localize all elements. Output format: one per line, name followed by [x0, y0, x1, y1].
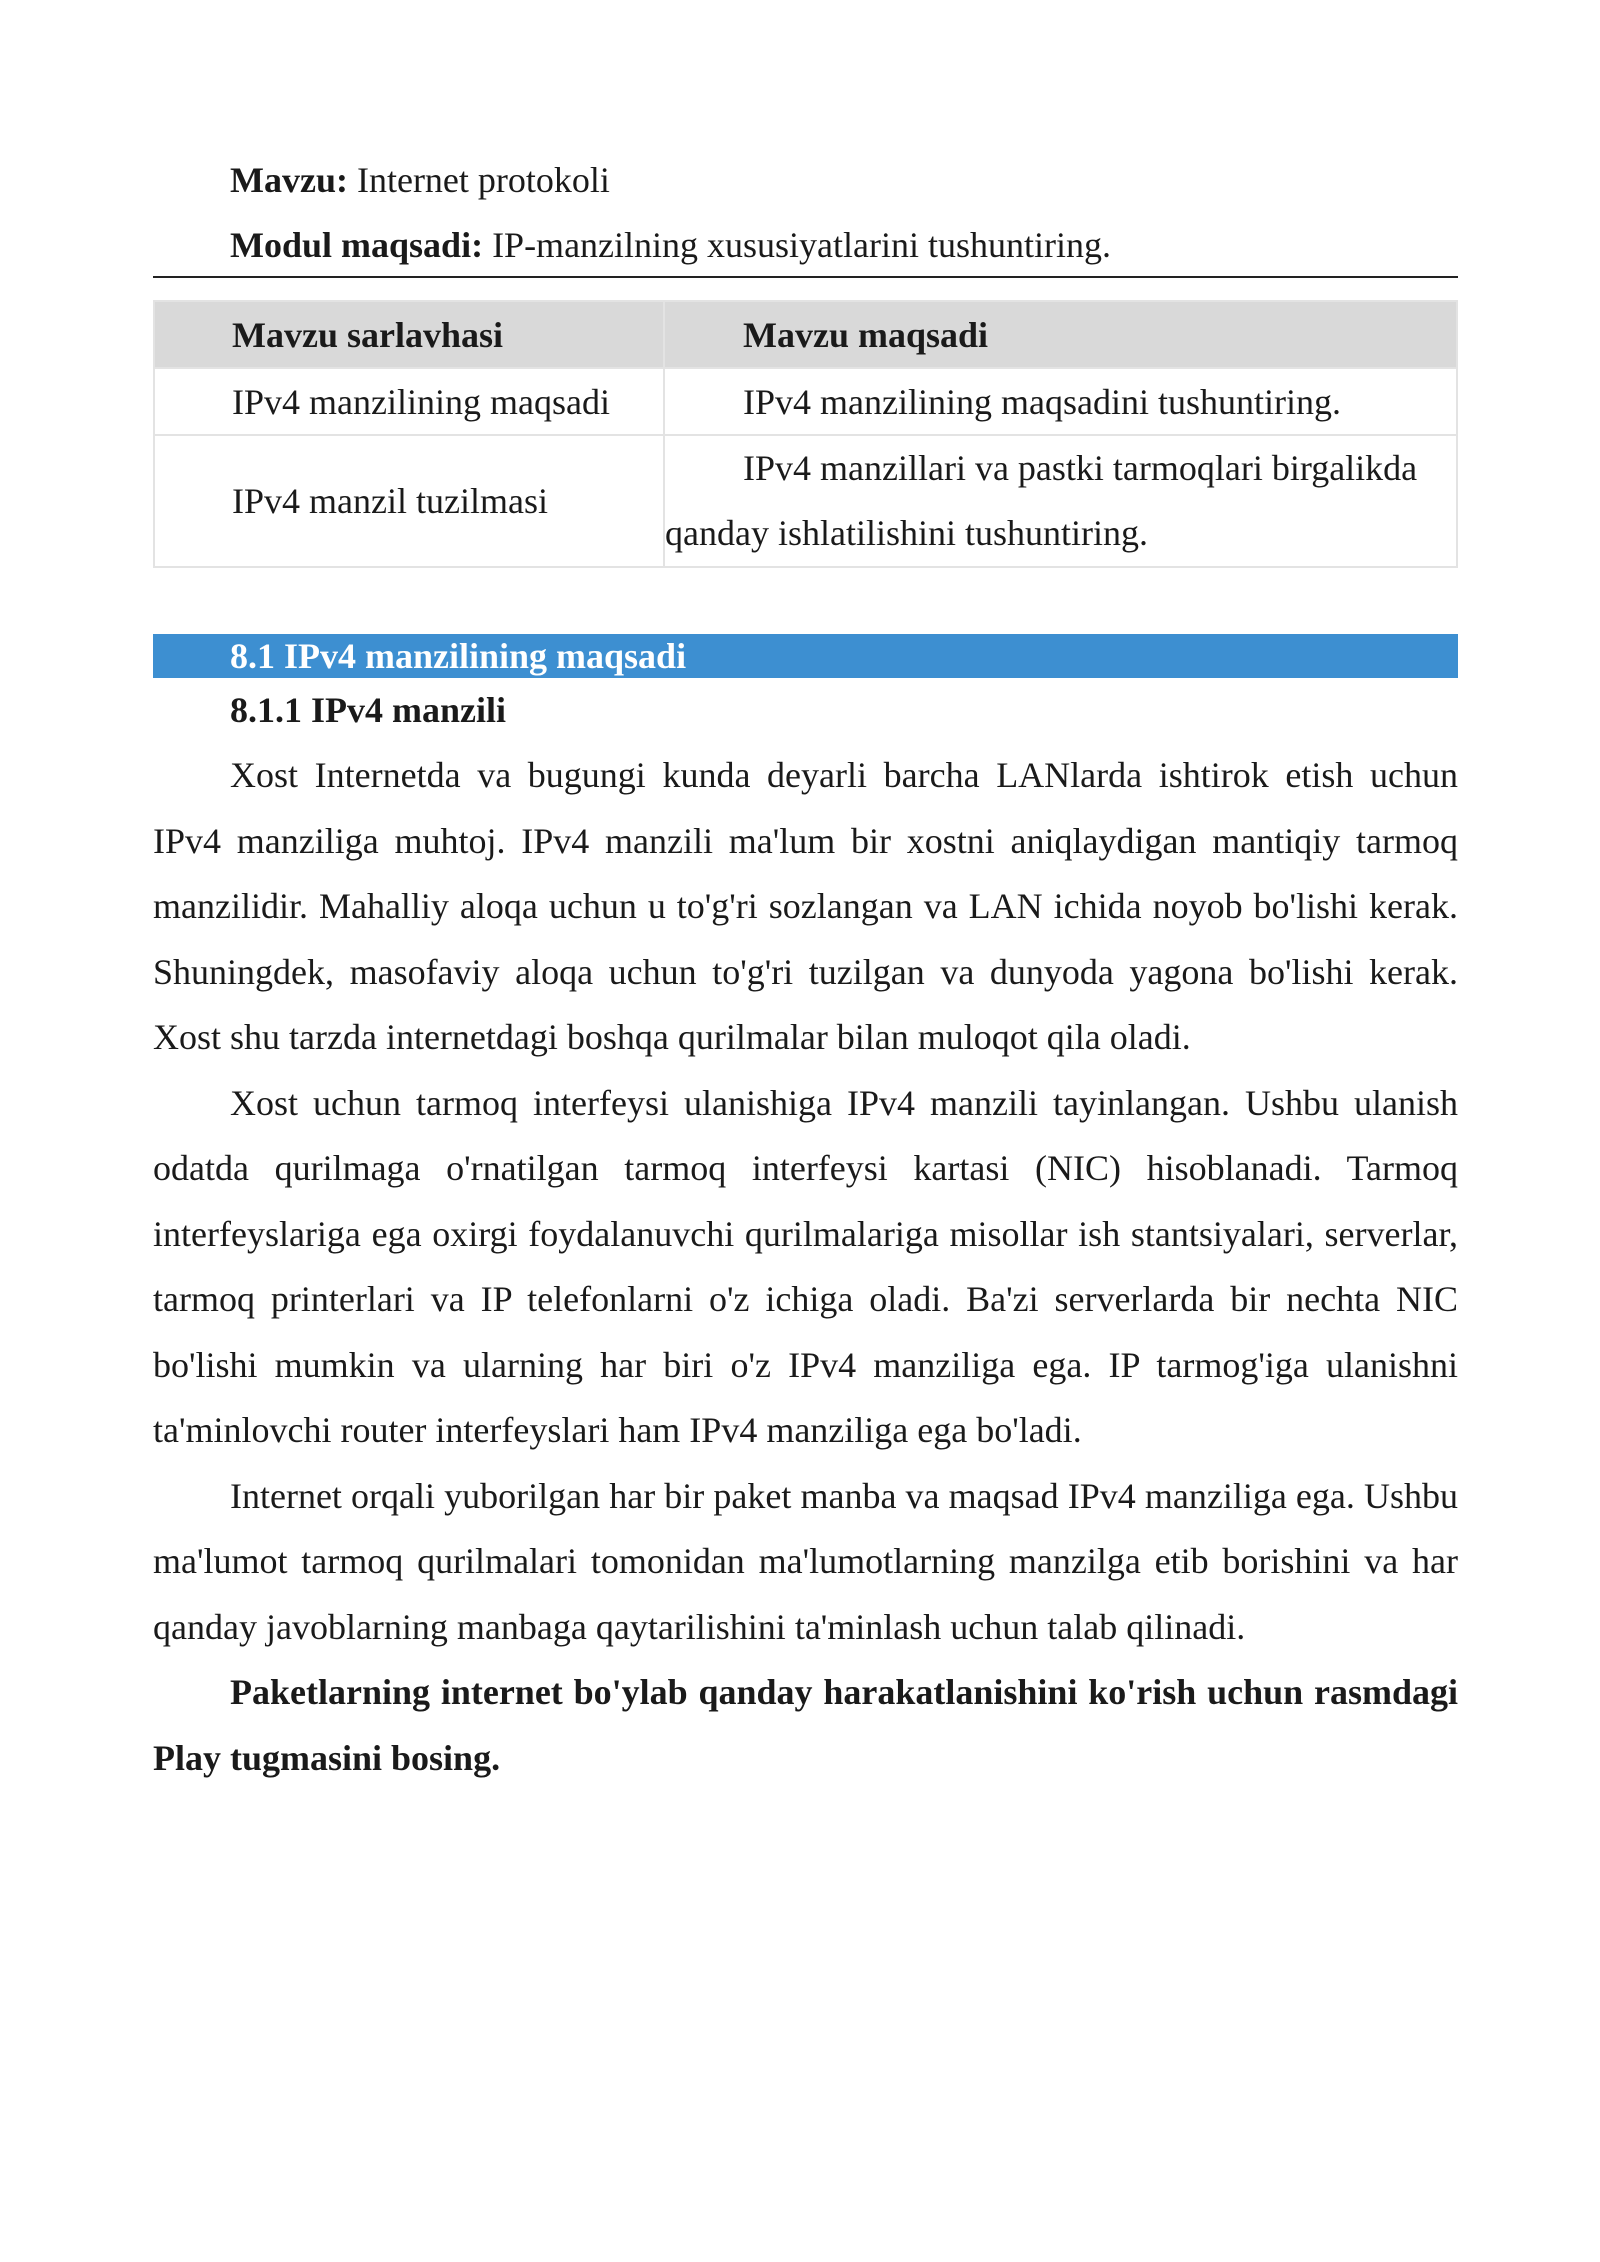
- paragraph: [153, 1071, 1458, 1464]
- instruction-text: Paketlarning internet bo'ylab qanday harakatlanishini ko'rish uchun rasmdagi Play tugmasini bosing.: [153, 1672, 1458, 1778]
- topic-line: [153, 148, 1458, 213]
- table-header-cell: [664, 301, 1457, 368]
- subsection-heading: 8.1.1 IPv4 manzili: [230, 690, 506, 730]
- table-cell: [664, 368, 1457, 435]
- paragraph: [153, 743, 1458, 1071]
- row-goal: IPv4 manzilining maqsadini tushuntiring.: [743, 381, 1341, 422]
- table-header-cell: [154, 301, 664, 368]
- table-header-row: [154, 301, 1457, 368]
- paragraph-text: Internet orqali yuborilgan har bir paket manba va maqsad IPv4 manziliga ega. Ushbu ma'lumot tarmoq qurilmalari tomonidan ma'lumotlarning manzilga etib borishini va har qanday javoblarning manbaga qaytarilishini ta'minlash uchun talab qilinadi.: [153, 1475, 1458, 1647]
- table-cell: [664, 435, 1457, 567]
- paragraph-text: Xost Internetda va bugungi kunda deyarli barcha LANlarda ishtirok etish uchun IPv4 manziliga muhtoj. IPv4 manzili ma'lum bir xostni aniqlaydigan mantiqiy tarmoq manzilidir. Mahalliy aloqa uchun u to'g'ri sozlangan va LAN ichida noyob bo'lishi kerak. Shuningdek, masofaviy aloqa uchun to'g'ri tuzilgan va dunyoda yagona bo'lishi kerak. Xost shu tarzda internetdagi boshqa qurilmalar bilan muloqot qila oladi.: [153, 755, 1458, 1057]
- table-cell: [154, 435, 664, 567]
- page-content: [153, 148, 1458, 1791]
- row-title: IPv4 manzilining maqsadi: [232, 381, 610, 422]
- header-topic-goal: Mavzu maqsadi: [743, 314, 989, 355]
- module-goal-line: [153, 213, 1458, 278]
- row-goal-line2: qanday ishlatilishini tushuntiring.: [665, 513, 1148, 553]
- module-goal-value: IP-manzilning xususiyatlarini tushuntiring.: [483, 225, 1112, 265]
- paragraph-text: Xost uchun tarmoq interfeysi ulanishiga IPv4 manzili tayinlangan. Ushbu ulanish odatda qurilmaga o'rnatilgan tarmoq interfeysi kartasi (NIC) hisoblanadi. Tarmoq interfeyslariga ega oxirgi foydalanuvchi qurilmalariga misollar ish stantsiyalari, serverlar, tarmoq printerlari va IP telefonlarni o'z ichiga oladi. Ba'zi serverlarda bir nechta NIC bo'lishi mumkin va ularning har biri o'z IPv4 manziliga ega. IP tarmog'iga ulanishni ta'minlovchi router interfeyslari ham IPv4 manziliga ega bo'ladi.: [153, 1082, 1458, 1450]
- table-row: [154, 435, 1457, 567]
- paragraph: [153, 1464, 1458, 1661]
- module-goal-label: Modul maqsadi:: [230, 225, 484, 265]
- topics-table: [153, 300, 1458, 568]
- table-cell: [154, 368, 664, 435]
- table-row: [154, 368, 1457, 435]
- header-topic-title: Mavzu sarlavhasi: [232, 314, 504, 355]
- row-title: IPv4 manzil tuzilmasi: [232, 481, 548, 521]
- topic-label: Mavzu:: [230, 160, 348, 200]
- section-heading: 8.1 IPv4 manzilining maqsadi: [153, 634, 1458, 678]
- row-goal-line1: IPv4 manzillari va pastki tarmoqlari birgalikda: [743, 448, 1418, 488]
- instruction-paragraph: [153, 1660, 1458, 1791]
- topic-value: Internet protokoli: [347, 160, 610, 200]
